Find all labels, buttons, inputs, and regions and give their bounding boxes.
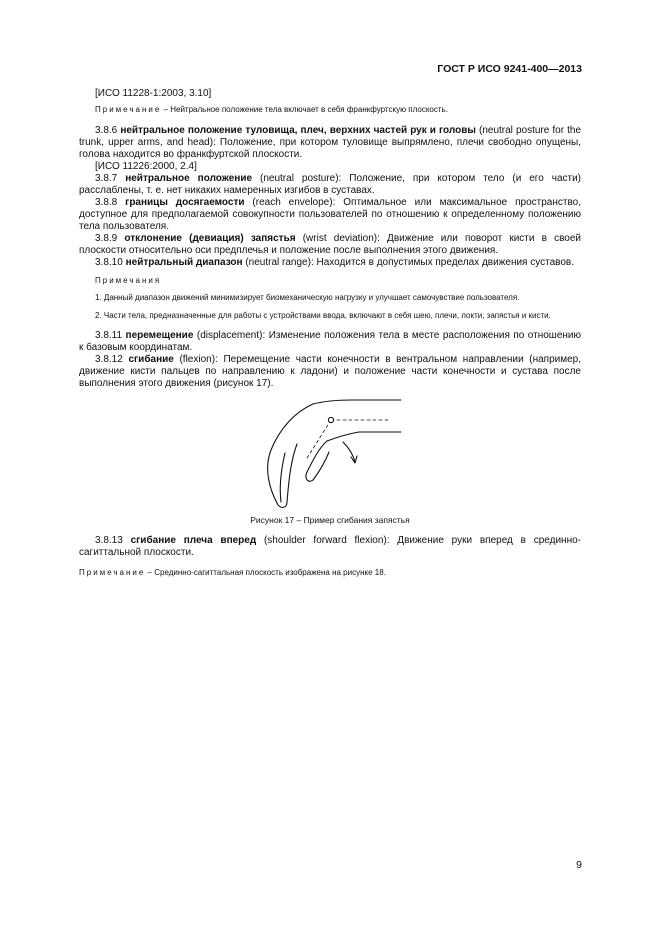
note-median-plane [79, 568, 581, 579]
reference-iso-11226: [ИСО 11226:2000, 2.4] [95, 160, 197, 172]
wrist-joint-marker [328, 417, 333, 422]
definition-term: нейтральное положение [125, 172, 253, 184]
definition-number: 3.8.6 [95, 124, 121, 136]
notes-heading [79, 276, 581, 287]
definition-text: (neutral posture): Положение, при котором тело (и его части) расслаблены, т. е. нет никаких намеренных изгибов в суставах. [79, 172, 582, 196]
definition-term: отклонение (девиация) запястья [124, 232, 296, 244]
figure-17 [79, 398, 581, 526]
definition-text: (wrist deviation): Движение или поворот кисти в своей плоскости относительно оси предплечья и положение после выполнения этого движения. [79, 232, 581, 256]
note-label: Примечание [95, 105, 162, 114]
reference-iso-11228: [ИСО 11228-1:2003, 3.10] [95, 88, 212, 99]
definition-number: 3.8.12 [95, 354, 129, 365]
definition-term: нейтральный диапазон [125, 256, 243, 268]
wrist-flexion-illustration [255, 398, 405, 510]
document-header: ГОСТ Р ИСО 9241-400—2013 [437, 63, 582, 75]
note-dash: – [161, 105, 171, 114]
definition-number: 3.8.7 [95, 172, 126, 184]
note-text: Срединно-сагиттальная плоскость изображена на рисунке 18. [154, 568, 386, 577]
note-frankfurt-plane [79, 105, 581, 116]
definition-3-8-11 [79, 330, 581, 354]
definition-3-8-9 [79, 233, 581, 257]
definition-3-8-7 [79, 173, 581, 197]
flexed-axis-line [307, 420, 331, 458]
definition-number: 3.8.11 [95, 330, 126, 341]
note-label: Примечание [79, 568, 146, 577]
definition-number: 3.8.9 [95, 232, 125, 244]
definition-3-8-13 [79, 535, 581, 559]
definition-text: (neutral range): Находится в допустимых пределах движения суставов. [242, 256, 575, 268]
definition-text: (flexion): Перемещение части конечности в вентральном направлении (например, движение кисти пальцев по направлению к ладони) и положение части конечности и сустава после выполнения этого движения (рисунок 17). [79, 354, 581, 389]
forearm-upper-edge [313, 400, 401, 404]
palm-contour [287, 444, 297, 502]
definition-text: (shoulder forward flexion): Движение руки вперед в срединно-сагиттальной плоскости. [79, 535, 581, 558]
page-content [79, 88, 581, 579]
definition-3-8-10 [79, 257, 581, 269]
definition-term: нейтральное положение туловища, плеч, верхних частей рук и головы [120, 124, 476, 136]
note-dash: – [145, 568, 155, 577]
note-item-2: 2. Части тела, предназначенные для работы с устройствами ввода, включают в себя шею, плечи, локти, запястья и кисти. [95, 310, 551, 320]
definition-text: (neutral posture for the trunk, upper arms, and head): Положение, при котором туловище выпрямлено, плечи свободно опущены, голова находится во франкфуртской плоскости. [79, 124, 582, 160]
hand-back-contour [268, 404, 313, 503]
note-text: Нейтральное положение тела включает в себя франкфуртскую плоскость. [170, 105, 448, 114]
definition-term: сгибание [128, 354, 174, 365]
finger-line [280, 453, 285, 502]
definition-term: сгибание плеча вперед [130, 535, 257, 546]
definition-term: перемещение [125, 330, 194, 341]
flexion-arrow-arc [343, 442, 355, 462]
definition-text: (reach envelope): Оптимальное или максимальное пространство, доступное для предполагаемой совокупности пользователей по отношению к определенному положению тела пользователя. [79, 196, 581, 232]
definition-number: 3.8.8 [95, 196, 126, 208]
definition-number: 3.8.13 [95, 535, 131, 546]
definition-text: (displacement): Изменение положения тела в месте расположения по отношению к базовым координатам. [79, 330, 582, 353]
figure-caption: Рисунок 17 – Пример сгибания запястья [250, 515, 410, 525]
notes-label: Примечания [95, 275, 162, 285]
forearm-lower-edge [327, 432, 401, 441]
note-item-1: 1. Данный диапазон движений минимизирует биомеханическую нагрузку и улучшает самочувствие пользователя. [95, 293, 520, 302]
definition-3-8-6 [79, 125, 581, 161]
definition-3-8-8 [79, 197, 581, 233]
definition-number: 3.8.10 [95, 256, 126, 268]
fingertip [277, 502, 287, 507]
page-number: 9 [576, 859, 582, 871]
definition-term: границы досягаемости [125, 196, 245, 208]
thumb-contour [306, 441, 329, 481]
definition-3-8-12 [79, 354, 581, 390]
